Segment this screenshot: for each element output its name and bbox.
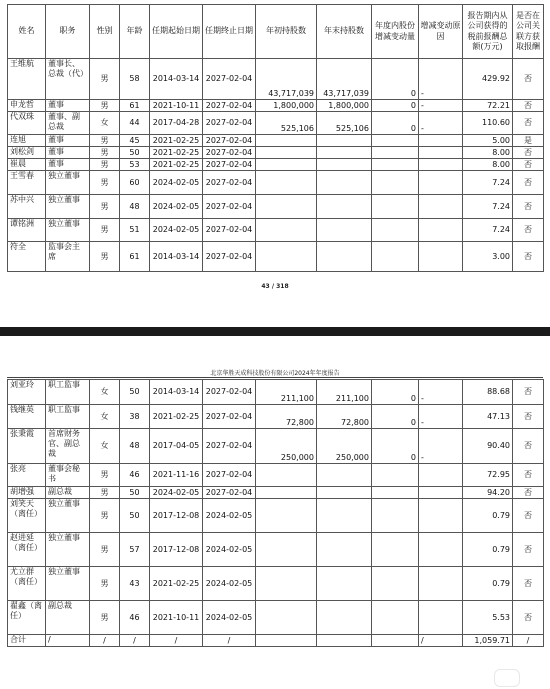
cell-term-end: 2027-02-04 xyxy=(203,487,256,499)
table-row xyxy=(8,171,544,195)
cell-gender: 男 xyxy=(90,135,120,147)
cell-shares-end xyxy=(317,147,372,159)
cell-share-change: 0 xyxy=(372,100,419,112)
cell-term-end: 2027-02-04 xyxy=(203,464,256,487)
cell-share-change xyxy=(372,242,419,272)
cell-term-end: / xyxy=(203,635,256,647)
cell-age: 57 xyxy=(120,533,150,567)
cell-age: 53 xyxy=(120,159,150,171)
cell-name: 刘松剑 xyxy=(8,147,46,159)
cell-shares-begin xyxy=(256,159,317,171)
cell-position: 董事长、总裁（代） xyxy=(46,59,90,100)
cell-name: 刘亚玲 xyxy=(8,380,46,405)
cell-compensation: 110.60 xyxy=(463,112,513,135)
cell-shares-begin: 525,106 xyxy=(256,112,317,135)
cell-shares-begin xyxy=(256,242,317,272)
cell-shares-begin xyxy=(256,195,317,219)
cell-share-change: 0 xyxy=(372,405,419,429)
cell-change-reason: - xyxy=(419,380,463,405)
cell-age: 48 xyxy=(120,429,150,464)
cell-shares-end: 72,800 xyxy=(317,405,372,429)
cell-age: 61 xyxy=(120,242,150,272)
cell-shares-end: 525,106 xyxy=(317,112,372,135)
cell-share-change: 0 xyxy=(372,112,419,135)
cell-share-change: 0 xyxy=(372,429,419,464)
cell-change-reason: / xyxy=(419,635,463,647)
table-row xyxy=(8,135,544,147)
cell-age: 50 xyxy=(120,147,150,159)
cell-compensation: 0.79 xyxy=(463,567,513,601)
cell-shares-end xyxy=(317,533,372,567)
cell-gender: 男 xyxy=(90,242,120,272)
cell-gender: 男 xyxy=(90,601,120,635)
cell-compensation: 90.40 xyxy=(463,429,513,464)
cell-name: 王雪春 xyxy=(8,171,46,195)
cell-term-end: 2027-02-04 xyxy=(203,159,256,171)
table-row xyxy=(8,429,544,464)
cell-term-end: 2027-02-04 xyxy=(203,147,256,159)
cell-gender: 男 xyxy=(90,487,120,499)
cell-gender: 女 xyxy=(90,112,120,135)
table-row xyxy=(8,635,544,647)
cell-related-party: 否 xyxy=(513,159,544,171)
cell-compensation: 3.00 xyxy=(463,242,513,272)
cell-name: 符全 xyxy=(8,242,46,272)
cell-shares-begin: 250,000 xyxy=(256,429,317,464)
cell-name: 崔晨 xyxy=(8,159,46,171)
cell-shares-begin xyxy=(256,533,317,567)
cell-share-change xyxy=(372,171,419,195)
cell-change-reason xyxy=(419,159,463,171)
cell-name: 张亮 xyxy=(8,464,46,487)
cell-age: / xyxy=(120,635,150,647)
header-name: 姓名 xyxy=(8,5,46,59)
cell-related-party: 否 xyxy=(513,533,544,567)
cell-term-end: 2027-02-04 xyxy=(203,195,256,219)
cell-term-start: 2024-02-05 xyxy=(150,487,203,499)
cell-share-change xyxy=(372,533,419,567)
cell-compensation: 1,059.71 xyxy=(463,635,513,647)
cell-gender: 男 xyxy=(90,147,120,159)
cell-share-change: 0 xyxy=(372,380,419,405)
cell-shares-end xyxy=(317,601,372,635)
cell-position: 独立董事 xyxy=(46,171,90,195)
header-compensation: 报告期内从公司获得的税前报酬总额(万元) xyxy=(463,5,513,59)
cell-term-start: 2017-04-28 xyxy=(150,112,203,135)
cell-related-party: 否 xyxy=(513,380,544,405)
cell-position: 首席财务官、副总裁 xyxy=(46,429,90,464)
cell-gender: 男 xyxy=(90,567,120,601)
cell-compensation: 72.95 xyxy=(463,464,513,487)
cell-related-party: 否 xyxy=(513,499,544,533)
table-row xyxy=(8,405,544,429)
header-change-reason: 增减变动原因 xyxy=(419,5,463,59)
cell-change-reason xyxy=(419,195,463,219)
header-position: 职务 xyxy=(46,5,90,59)
cell-shares-begin xyxy=(256,219,317,242)
cell-related-party: 否 xyxy=(513,112,544,135)
cell-term-start: 2021-02-25 xyxy=(150,147,203,159)
cell-related-party: / xyxy=(513,635,544,647)
cell-name: 尤立群（离任） xyxy=(8,567,46,601)
cell-related-party: 否 xyxy=(513,487,544,499)
cell-term-end: 2027-02-04 xyxy=(203,380,256,405)
cell-age: 58 xyxy=(120,59,150,100)
cell-position: 董事 xyxy=(46,147,90,159)
cell-age: 43 xyxy=(120,567,150,601)
cell-shares-begin: 211,100 xyxy=(256,380,317,405)
cell-compensation: 8.00 xyxy=(463,147,513,159)
cell-gender: 男 xyxy=(90,533,120,567)
cell-shares-end xyxy=(317,567,372,601)
cell-related-party: 否 xyxy=(513,195,544,219)
cell-shares-begin: 43,717,039 xyxy=(256,59,317,100)
cell-position: 独立董事 xyxy=(46,533,90,567)
cell-shares-begin xyxy=(256,135,317,147)
cell-change-reason: - xyxy=(419,100,463,112)
cell-term-start: 2021-02-25 xyxy=(150,159,203,171)
cell-position: 职工监事 xyxy=(46,405,90,429)
header-gender: 性别 xyxy=(90,5,120,59)
cell-shares-end xyxy=(317,242,372,272)
cell-gender: 男 xyxy=(90,219,120,242)
cell-gender: 男 xyxy=(90,171,120,195)
cell-change-reason xyxy=(419,533,463,567)
cell-term-end: 2027-02-04 xyxy=(203,59,256,100)
cell-share-change xyxy=(372,159,419,171)
cell-name: 赵进延（离任） xyxy=(8,533,46,567)
cell-term-start: 2024-02-05 xyxy=(150,195,203,219)
cell-related-party: 否 xyxy=(513,219,544,242)
director-compensation-table-part2 xyxy=(7,379,544,647)
cell-term-start: 2014-03-14 xyxy=(150,380,203,405)
table-row xyxy=(8,567,544,601)
cell-age: 50 xyxy=(120,380,150,405)
cell-name: 王维航 xyxy=(8,59,46,100)
cell-shares-end xyxy=(317,499,372,533)
cell-shares-end: 250,000 xyxy=(317,429,372,464)
cell-position: 副总裁 xyxy=(46,487,90,499)
header-rule xyxy=(7,377,543,378)
cell-shares-end xyxy=(317,219,372,242)
cell-change-reason: - xyxy=(419,405,463,429)
cell-name: 代双珠 xyxy=(8,112,46,135)
cell-compensation: 7.24 xyxy=(463,195,513,219)
table-row xyxy=(8,195,544,219)
cell-term-start: 2014-03-14 xyxy=(150,242,203,272)
table-row xyxy=(8,219,544,242)
header-term-start: 任期起始日期 xyxy=(150,5,203,59)
cell-share-change xyxy=(372,601,419,635)
cell-term-end: 2027-02-04 xyxy=(203,112,256,135)
cell-change-reason xyxy=(419,464,463,487)
cell-name: 申龙哲 xyxy=(8,100,46,112)
cell-shares-begin xyxy=(256,487,317,499)
table-row xyxy=(8,380,544,405)
cell-name: 钱继英 xyxy=(8,405,46,429)
cell-term-end: 2024-02-05 xyxy=(203,601,256,635)
cell-term-start: 2021-02-25 xyxy=(150,567,203,601)
cell-share-change xyxy=(372,567,419,601)
cell-term-start: 2021-11-16 xyxy=(150,464,203,487)
cell-term-start: 2017-12-08 xyxy=(150,533,203,567)
cell-age: 60 xyxy=(120,171,150,195)
page-number: 43 / 318 xyxy=(261,283,289,290)
cell-age: 48 xyxy=(120,195,150,219)
table-row xyxy=(8,464,544,487)
cell-position: 董事、副总裁 xyxy=(46,112,90,135)
cell-shares-begin xyxy=(256,499,317,533)
table-row xyxy=(8,533,544,567)
page-separator-band xyxy=(0,327,550,336)
cell-share-change xyxy=(372,464,419,487)
cell-share-change xyxy=(372,499,419,533)
cell-term-end: 2024-02-05 xyxy=(203,533,256,567)
cell-shares-begin xyxy=(256,601,317,635)
cell-age: 50 xyxy=(120,487,150,499)
cell-term-end: 2027-02-04 xyxy=(203,171,256,195)
cell-compensation: 429.92 xyxy=(463,59,513,100)
cell-term-start: 2024-02-05 xyxy=(150,171,203,195)
cell-age: 51 xyxy=(120,219,150,242)
cell-term-end: 2024-02-05 xyxy=(203,567,256,601)
cell-term-start: 2021-02-25 xyxy=(150,135,203,147)
cell-related-party: 否 xyxy=(513,242,544,272)
cell-related-party: 否 xyxy=(513,405,544,429)
cell-gender: / xyxy=(90,635,120,647)
cell-related-party: 是 xyxy=(513,135,544,147)
cell-position: 职工监事 xyxy=(46,380,90,405)
table-row xyxy=(8,147,544,159)
cell-name: 连旭 xyxy=(8,135,46,147)
cell-share-change: 0 xyxy=(372,59,419,100)
cell-term-start: 2021-10-11 xyxy=(150,100,203,112)
cell-position: 独立董事 xyxy=(46,567,90,601)
cell-position: 副总裁 xyxy=(46,601,90,635)
cell-term-end: 2027-02-04 xyxy=(203,100,256,112)
cell-change-reason xyxy=(419,499,463,533)
cell-term-end: 2027-02-04 xyxy=(203,219,256,242)
cell-change-reason xyxy=(419,135,463,147)
cell-compensation: 7.24 xyxy=(463,171,513,195)
cell-share-change xyxy=(372,147,419,159)
cell-share-change xyxy=(372,487,419,499)
cell-term-end: 2027-02-04 xyxy=(203,429,256,464)
cell-related-party: 否 xyxy=(513,567,544,601)
table-row xyxy=(8,499,544,533)
header-shares-begin: 年初持股数 xyxy=(256,5,317,59)
cell-change-reason xyxy=(419,219,463,242)
cell-share-change xyxy=(372,135,419,147)
cell-compensation: 88.68 xyxy=(463,380,513,405)
cell-shares-end: 211,100 xyxy=(317,380,372,405)
cell-term-start: 2017-04-05 xyxy=(150,429,203,464)
cell-shares-end: 43,717,039 xyxy=(317,59,372,100)
cell-position: 独立董事 xyxy=(46,219,90,242)
cell-name: 刘笑天（离任） xyxy=(8,499,46,533)
table-row xyxy=(8,159,544,171)
cell-term-start: 2021-10-11 xyxy=(150,601,203,635)
cell-position: 董事 xyxy=(46,159,90,171)
cell-compensation: 5.00 xyxy=(463,135,513,147)
cell-change-reason xyxy=(419,567,463,601)
cell-shares-end xyxy=(317,159,372,171)
cell-gender: 女 xyxy=(90,429,120,464)
cell-name: 张秉霞 xyxy=(8,429,46,464)
cell-related-party: 否 xyxy=(513,59,544,100)
table-header-row xyxy=(8,5,544,59)
watermark-logo xyxy=(494,669,520,687)
cell-gender: 女 xyxy=(90,405,120,429)
cell-change-reason: - xyxy=(419,112,463,135)
cell-change-reason xyxy=(419,601,463,635)
cell-name: 翟鑫（离任） xyxy=(8,601,46,635)
cell-name: 合计 xyxy=(8,635,46,647)
report-page-43 xyxy=(0,0,550,300)
cell-age: 46 xyxy=(120,464,150,487)
cell-shares-begin xyxy=(256,635,317,647)
cell-compensation: 47.13 xyxy=(463,405,513,429)
cell-shares-end xyxy=(317,464,372,487)
cell-term-end: 2027-02-04 xyxy=(203,405,256,429)
cell-compensation: 0.79 xyxy=(463,499,513,533)
cell-age: 38 xyxy=(120,405,150,429)
cell-shares-begin xyxy=(256,464,317,487)
cell-gender: 男 xyxy=(90,159,120,171)
cell-shares-end xyxy=(317,171,372,195)
cell-term-end: 2027-02-04 xyxy=(203,135,256,147)
cell-shares-begin xyxy=(256,171,317,195)
cell-compensation: 5.53 xyxy=(463,601,513,635)
cell-age: 44 xyxy=(120,112,150,135)
cell-change-reason: - xyxy=(419,59,463,100)
cell-age: 61 xyxy=(120,100,150,112)
cell-age: 50 xyxy=(120,499,150,533)
cell-gender: 男 xyxy=(90,464,120,487)
cell-related-party: 否 xyxy=(513,601,544,635)
cell-shares-end xyxy=(317,635,372,647)
cell-age: 45 xyxy=(120,135,150,147)
cell-share-change xyxy=(372,219,419,242)
cell-term-end: 2024-02-05 xyxy=(203,499,256,533)
cell-gender: 男 xyxy=(90,499,120,533)
cell-compensation: 72.21 xyxy=(463,100,513,112)
cell-related-party: 否 xyxy=(513,147,544,159)
table-row xyxy=(8,112,544,135)
cell-shares-end xyxy=(317,135,372,147)
cell-position: 董事会秘书 xyxy=(46,464,90,487)
table-row xyxy=(8,242,544,272)
cell-change-reason xyxy=(419,242,463,272)
cell-share-change xyxy=(372,635,419,647)
cell-related-party: 否 xyxy=(513,429,544,464)
header-share-change: 年度内股份增减变动量 xyxy=(372,5,419,59)
cell-gender: 男 xyxy=(90,59,120,100)
cell-compensation: 7.24 xyxy=(463,219,513,242)
cell-position: 独立董事 xyxy=(46,499,90,533)
cell-related-party: 否 xyxy=(513,464,544,487)
cell-change-reason: - xyxy=(419,429,463,464)
cell-age: 46 xyxy=(120,601,150,635)
cell-gender: 女 xyxy=(90,380,120,405)
cell-compensation: 94.20 xyxy=(463,487,513,499)
cell-name: 谭铭洲 xyxy=(8,219,46,242)
table-row xyxy=(8,59,544,100)
table-row xyxy=(8,601,544,635)
document-header: 北京华胜天成科技股份有限公司2024年年度报告 xyxy=(210,370,340,377)
cell-related-party: 否 xyxy=(513,171,544,195)
cell-change-reason xyxy=(419,171,463,195)
cell-term-start: / xyxy=(150,635,203,647)
cell-compensation: 0.79 xyxy=(463,533,513,567)
cell-related-party: 否 xyxy=(513,100,544,112)
table-row xyxy=(8,100,544,112)
cell-position: 独立董事 xyxy=(46,195,90,219)
cell-term-start: 2021-02-25 xyxy=(150,405,203,429)
cell-name: 苏中兴 xyxy=(8,195,46,219)
cell-position: 董事 xyxy=(46,135,90,147)
cell-shares-begin: 72,800 xyxy=(256,405,317,429)
cell-shares-begin: 1,800,000 xyxy=(256,100,317,112)
cell-term-start: 2017-12-08 xyxy=(150,499,203,533)
cell-shares-end: 1,800,000 xyxy=(317,100,372,112)
header-related-party: 是否在公司关联方获取报酬 xyxy=(513,5,544,59)
cell-compensation: 8.00 xyxy=(463,159,513,171)
cell-change-reason xyxy=(419,147,463,159)
cell-shares-end xyxy=(317,487,372,499)
cell-position: 董事 xyxy=(46,100,90,112)
cell-position: 监事会主席 xyxy=(46,242,90,272)
cell-shares-begin xyxy=(256,567,317,601)
cell-term-start: 2014-03-14 xyxy=(150,59,203,100)
cell-share-change xyxy=(372,195,419,219)
table-row xyxy=(8,487,544,499)
cell-change-reason xyxy=(419,487,463,499)
cell-shares-begin xyxy=(256,147,317,159)
cell-gender: 男 xyxy=(90,195,120,219)
cell-gender: 男 xyxy=(90,100,120,112)
cell-shares-end xyxy=(317,195,372,219)
cell-term-end: 2027-02-04 xyxy=(203,242,256,272)
header-term-end: 任期终止日期 xyxy=(203,5,256,59)
director-compensation-table-part1 xyxy=(7,4,544,272)
cell-name: 胡增强 xyxy=(8,487,46,499)
header-age: 年龄 xyxy=(120,5,150,59)
header-shares-end: 年末持股数 xyxy=(317,5,372,59)
cell-term-start: 2024-02-05 xyxy=(150,219,203,242)
cell-position: / xyxy=(46,635,90,647)
